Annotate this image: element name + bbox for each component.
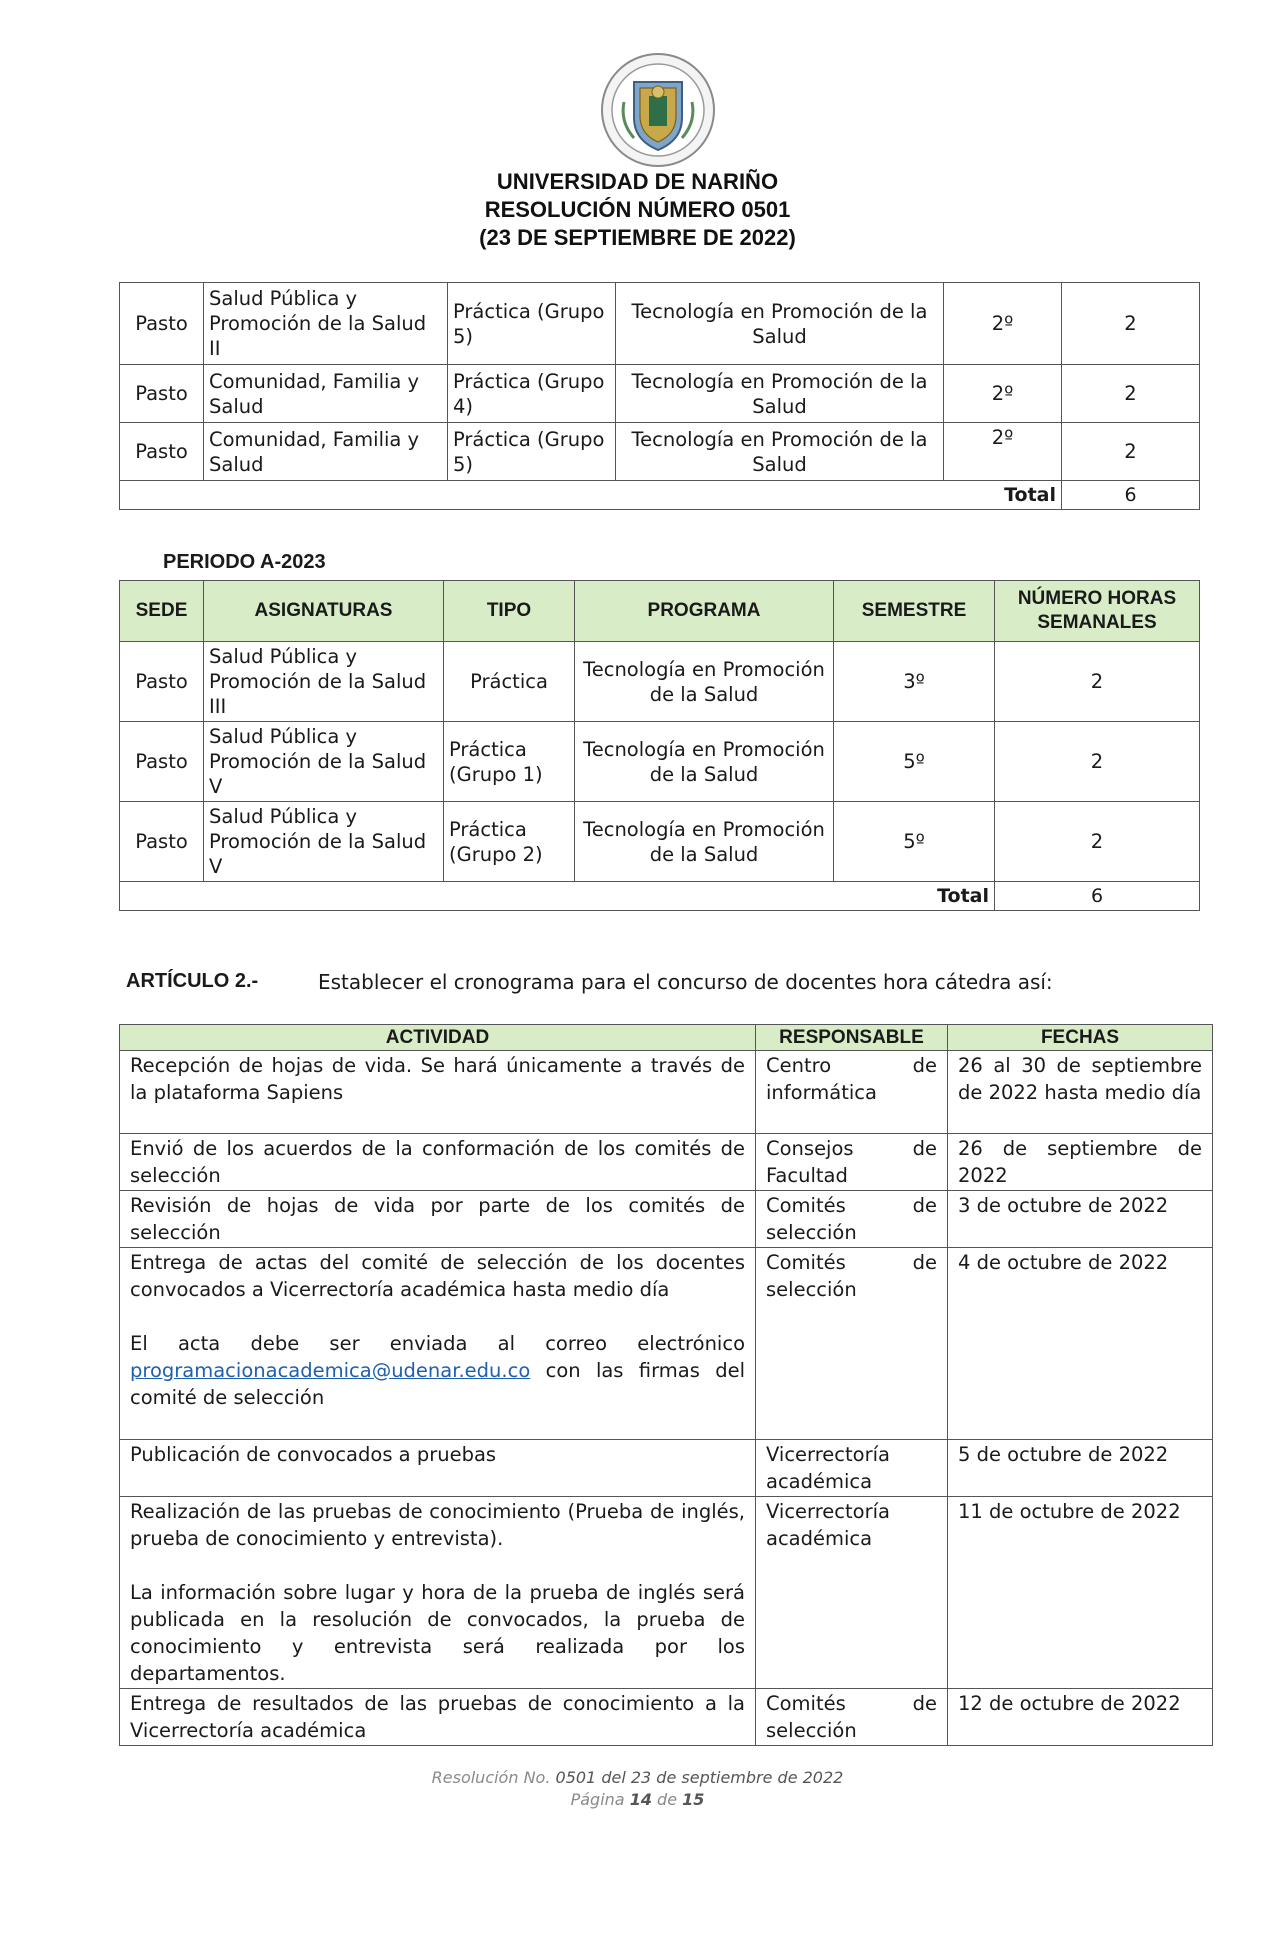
resp-word: selección — [766, 1221, 857, 1244]
cell-actividad: Revisión de hojas de vida por parte de los comités de selección — [120, 1191, 756, 1248]
actividad-text: Realización de las pruebas de conocimiento (Prueba de inglés, prueba de conocimiento y entrevista). — [130, 1500, 745, 1550]
header-sede: SEDE — [120, 581, 204, 642]
cell-asignatura: Comunidad, Familia y Salud — [204, 365, 448, 423]
actividad-text — [130, 1330, 745, 1411]
cell-fecha: 4 de octubre de 2022 — [948, 1248, 1213, 1440]
email-link[interactable]: programacionacademica@udenar.edu.co — [130, 1359, 531, 1382]
cell-sede: Pasto — [120, 423, 204, 481]
cell-responsable — [756, 1051, 948, 1134]
resp-word: informática — [766, 1081, 877, 1104]
cell-asignatura: Comunidad, Familia y Salud — [204, 423, 448, 481]
cell-responsable — [756, 1248, 948, 1440]
header-fechas: FECHAS — [948, 1025, 1213, 1051]
resp-word: Vicerrectoría — [766, 1443, 890, 1466]
resp-word: Comités — [766, 1251, 846, 1274]
cell-actividad — [120, 1248, 756, 1440]
footer-resolution — [0, 1768, 1275, 1787]
cell-semestre: 3º — [834, 642, 995, 722]
cell-fecha: 26 de septiembre de 2022 — [948, 1134, 1213, 1191]
table-row — [120, 1497, 1213, 1689]
cell-sede: Pasto — [120, 802, 204, 882]
cell-asignatura: Salud Pública y Promoción de la Salud II — [204, 283, 448, 365]
footer-text: Página — [570, 1790, 625, 1809]
cell-semestre: 2º — [944, 283, 1062, 365]
cell-tipo: Práctica (Grupo 1) — [444, 722, 575, 802]
resp-word: de — [912, 1137, 937, 1160]
cell-responsable — [756, 1689, 948, 1746]
cell-sede: Pasto — [120, 642, 204, 722]
resp-word: de — [912, 1194, 937, 1217]
cell-actividad: Recepción de hojas de vida. Se hará únicamente a través de la plataforma Sapiens — [120, 1051, 756, 1134]
cell-programa: Tecnología en Promoción de la Salud — [616, 365, 944, 423]
footer-page-number — [0, 1790, 1275, 1809]
university-name: UNIVERSIDAD DE NARIÑO — [496, 169, 779, 194]
resp-word: académica — [766, 1470, 873, 1493]
cell-sede: Pasto — [120, 365, 204, 423]
table-header-row — [120, 581, 1200, 642]
actividad-text-part: El acta debe ser enviada al correo electrónico — [130, 1332, 745, 1355]
cell-horas: 2 — [1062, 423, 1200, 481]
total-row — [120, 882, 1200, 911]
period-title: PERIODO A-2023 — [163, 551, 326, 573]
cell-tipo: Práctica (Grupo 2) — [444, 802, 575, 882]
table-row — [120, 365, 1200, 423]
cell-semestre: 5º — [834, 802, 995, 882]
resp-word: Comités — [766, 1194, 846, 1217]
cell-fecha: 11 de octubre de 2022 — [948, 1497, 1213, 1689]
table-row — [120, 1191, 1213, 1248]
resp-word: Comités — [766, 1692, 846, 1715]
table-row — [120, 423, 1200, 481]
cell-programa: Tecnología en Promoción de la Salud — [575, 802, 834, 882]
resp-word: de — [912, 1692, 937, 1715]
cell-actividad: Envió de los acuerdos de la conformación de los comités de selección — [120, 1134, 756, 1191]
cell-sede: Pasto — [120, 283, 204, 365]
header-horas: NÚMERO HORAS SEMANALES — [995, 581, 1200, 642]
total-pages: 15 — [682, 1790, 705, 1809]
cell-responsable — [756, 1497, 948, 1689]
cell-programa: Tecnología en Promoción de la Salud — [575, 642, 834, 722]
cell-fecha: 26 al 30 de septiembre de 2022 hasta medio día — [948, 1051, 1213, 1134]
table-row — [120, 802, 1200, 882]
university-seal-icon — [600, 52, 716, 168]
cell-responsable — [756, 1134, 948, 1191]
cell-responsable — [756, 1440, 948, 1497]
table-row — [120, 1689, 1213, 1746]
cell-semestre: 2º — [944, 365, 1062, 423]
resolution-date: (23 DE SEPTIEMBRE DE 2022) — [479, 225, 796, 250]
table-row — [120, 1051, 1213, 1134]
footer-text: 0501 del 23 de septiembre de 2022 — [555, 1768, 844, 1787]
table-row — [120, 1440, 1213, 1497]
cell-sede: Pasto — [120, 722, 204, 802]
cell-horas: 2 — [1062, 365, 1200, 423]
current-page: 14 — [629, 1790, 652, 1809]
footer-text: Resolución No. — [431, 1768, 551, 1787]
cell-fecha: 3 de octubre de 2022 — [948, 1191, 1213, 1248]
table-header-row — [120, 1025, 1213, 1051]
cell-responsable — [756, 1191, 948, 1248]
document-header — [0, 168, 1275, 252]
table-row — [120, 1134, 1213, 1191]
cell-programa: Tecnología en Promoción de la Salud — [575, 722, 834, 802]
cell-horas: 2 — [1062, 283, 1200, 365]
resp-word: de — [912, 1054, 937, 1077]
actividad-text-part: con las firmas del comité de selección — [130, 1359, 745, 1409]
cell-actividad: Publicación de convocados a pruebas — [120, 1440, 756, 1497]
courses-table-continued — [119, 282, 1200, 510]
resp-word: selección — [766, 1278, 857, 1301]
total-value: 6 — [1062, 481, 1200, 510]
cell-tipo: Práctica — [444, 642, 575, 722]
article-text: Establecer el cronograma para el concurso de docentes hora cátedra así: — [318, 970, 1053, 994]
resp-word: selección — [766, 1719, 857, 1742]
resp-word: académica — [766, 1527, 873, 1550]
cell-asignatura: Salud Pública y Promoción de la Salud V — [204, 802, 444, 882]
actividad-text: La información sobre lugar y hora de la prueba de inglés será publicada en la resolución de convocados, la prueba de conocimiento y entrevista será realizada por los departamentos. — [130, 1581, 745, 1685]
total-label: Total — [120, 882, 995, 911]
resp-word: Vicerrectoría — [766, 1500, 890, 1523]
resp-word: Consejos — [766, 1137, 854, 1160]
table-row — [120, 283, 1200, 365]
header-asignaturas: ASIGNATURAS — [204, 581, 444, 642]
cell-tipo: Práctica (Grupo 5) — [448, 283, 616, 365]
cell-semestre: 2º — [944, 423, 1062, 481]
header-actividad: ACTIVIDAD — [120, 1025, 756, 1051]
header-programa: PROGRAMA — [575, 581, 834, 642]
cell-fecha: 5 de octubre de 2022 — [948, 1440, 1213, 1497]
cell-tipo: Práctica (Grupo 5) — [448, 423, 616, 481]
header-tipo: TIPO — [444, 581, 575, 642]
cell-programa: Tecnología en Promoción de la Salud — [616, 283, 944, 365]
actividad-text: Entrega de actas del comité de selección de los docentes convocados a Vicerrectoría académica hasta medio día — [130, 1251, 745, 1301]
cell-asignatura: Salud Pública y Promoción de la Salud V — [204, 722, 444, 802]
article-label: ARTÍCULO 2.- — [126, 970, 259, 992]
cell-horas: 2 — [995, 722, 1200, 802]
total-value: 6 — [995, 882, 1200, 911]
resp-word: Centro — [766, 1054, 832, 1077]
cell-horas: 2 — [995, 642, 1200, 722]
cell-actividad: Entrega de resultados de las pruebas de conocimiento a la Vicerrectoría académica — [120, 1689, 756, 1746]
cell-semestre: 5º — [834, 722, 995, 802]
table-row — [120, 722, 1200, 802]
resolution-number: RESOLUCIÓN NÚMERO 0501 — [484, 197, 791, 222]
table-row — [120, 642, 1200, 722]
cell-horas: 2 — [995, 802, 1200, 882]
cell-asignatura: Salud Pública y Promoción de la Salud III — [204, 642, 444, 722]
cell-tipo: Práctica (Grupo 4) — [448, 365, 616, 423]
footer-text: de — [657, 1790, 678, 1809]
schedule-table — [119, 1024, 1213, 1746]
table-row — [120, 1248, 1213, 1440]
cell-programa: Tecnología en Promoción de la Salud — [616, 423, 944, 481]
total-row — [120, 481, 1200, 510]
courses-table-a2023 — [119, 580, 1200, 911]
header-semestre: SEMESTRE — [834, 581, 995, 642]
resp-word: Facultad — [766, 1164, 848, 1187]
header-responsable: RESPONSABLE — [756, 1025, 948, 1051]
cell-actividad — [120, 1497, 756, 1689]
total-label: Total — [120, 481, 1062, 510]
cell-fecha: 12 de octubre de 2022 — [948, 1689, 1213, 1746]
resp-word: de — [912, 1251, 937, 1274]
